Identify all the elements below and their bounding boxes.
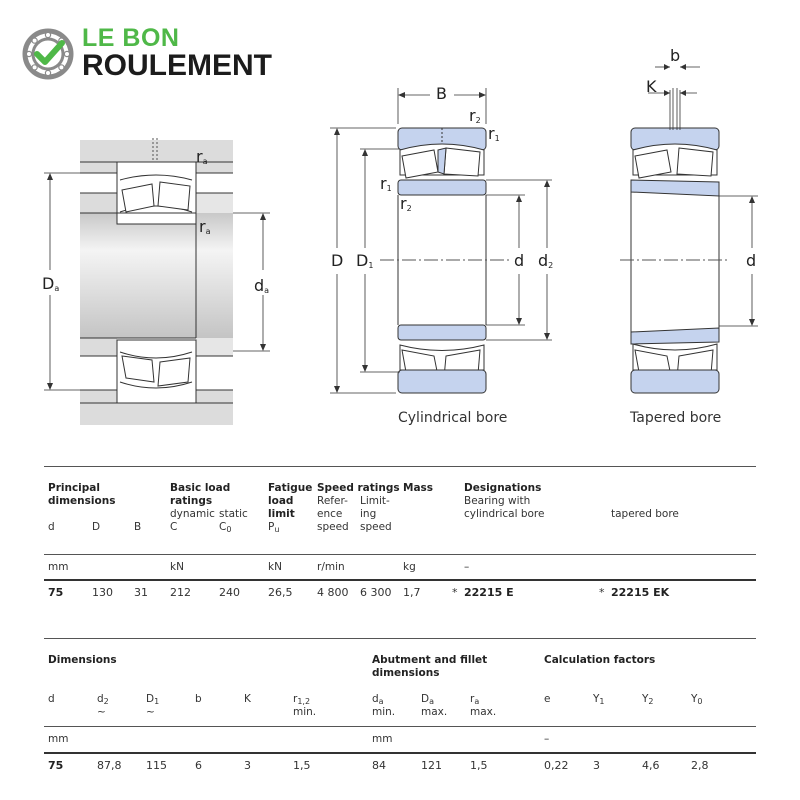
cell-Pu: 26,5 <box>268 586 293 599</box>
label-b: b <box>670 46 681 65</box>
table1-units-rule <box>44 579 756 581</box>
header-tapered-bore: tapered bore <box>611 508 679 520</box>
header2-Da: $D_a$ <box>421 693 434 706</box>
cell2-K: 3 <box>244 759 251 772</box>
caption-cylindrical-bore: Cylindrical bore <box>398 410 508 426</box>
label-r1-top: $r_1$ <box>488 124 500 143</box>
label-r2-side: $r_2$ <box>400 194 412 213</box>
header-ratings: ratings <box>170 495 213 507</box>
header-reference-1: Refer- <box>317 495 348 507</box>
cell-star-cyl: * <box>452 586 458 599</box>
cell2-d: 75 <box>48 759 64 772</box>
cell-cyl-designation[interactable]: 22215 E <box>464 586 514 599</box>
header2-Da-max: max. <box>421 706 448 718</box>
cylindrical-bore-drawing <box>320 80 570 400</box>
cell-ref-speed: 4 800 <box>317 586 349 599</box>
cell-C0: 240 <box>219 586 240 599</box>
table2-units-rule <box>44 752 756 754</box>
unit-mm: mm <box>48 561 69 573</box>
label-ra-top: $r_a$ <box>196 147 208 166</box>
label-da: $d_a$ <box>254 276 270 295</box>
cell2-e: 0,22 <box>544 759 569 772</box>
header-dimensions: dimensions <box>48 495 116 507</box>
logo-text-le-bon: LE BON <box>82 24 180 52</box>
label-d: d <box>514 251 525 270</box>
header2-d2: $d_2$ <box>97 693 109 706</box>
header-C0: $C_0$ <box>219 521 232 534</box>
cell2-Da: 121 <box>421 759 442 772</box>
cell-mass: 1,7 <box>403 586 421 599</box>
caption-tapered-bore: Tapered bore <box>630 410 722 426</box>
header2-r12: $r_{1,2}$ <box>293 693 311 706</box>
header2-Y0: $Y_0$ <box>691 693 703 706</box>
header2-r12-min: min. <box>293 706 317 718</box>
label-K: K <box>646 77 657 96</box>
cell2-Y2: 4,6 <box>642 759 660 772</box>
header-basic-load: Basic load <box>170 482 231 494</box>
header-abutment: Abutment and fillet <box>372 654 488 666</box>
cell2-da: 84 <box>372 759 386 772</box>
header2-ra: $r_a$ <box>470 693 480 706</box>
cell-B: 31 <box>134 586 148 599</box>
cell2-Y0: 2,8 <box>691 759 709 772</box>
brand-logo <box>22 24 302 84</box>
cell-d: 75 <box>48 586 64 599</box>
logo-text-roulement: ROULEMENT <box>82 49 272 82</box>
header-dimensions2: Dimensions <box>48 654 117 666</box>
bearing-check-icon <box>22 28 74 80</box>
label-ra-mid: $r_a$ <box>199 217 211 236</box>
header-designations: Designations <box>464 482 542 494</box>
header-D: D <box>92 521 101 533</box>
header2-d2-tilde: ~ <box>97 706 106 718</box>
unit-kg: kg <box>403 561 416 573</box>
header-limit: limit <box>268 508 295 520</box>
header2-da-min: min. <box>372 706 396 718</box>
cell2-ra: 1,5 <box>470 759 488 772</box>
table2-header-rule <box>44 726 756 727</box>
header-B: B <box>134 521 142 533</box>
cell2-d2: 87,8 <box>97 759 122 772</box>
cell-D: 130 <box>92 586 113 599</box>
header-static: static <box>219 508 248 520</box>
header-speed-ratings: Speed ratings <box>317 482 400 494</box>
header2-ra-max: max. <box>470 706 497 718</box>
header2-Y2: $Y_2$ <box>642 693 654 706</box>
header2-d: d <box>48 693 55 705</box>
unit2-mm-dims: mm <box>48 733 69 745</box>
unit-dash: – <box>464 561 470 573</box>
header-calc-factors: Calculation factors <box>544 654 656 666</box>
header2-K: K <box>244 693 251 705</box>
cell2-r12: 1,5 <box>293 759 311 772</box>
table1-header-rule <box>44 554 756 555</box>
header-C: C <box>170 521 178 533</box>
header2-D1-tilde: ~ <box>146 706 155 718</box>
unit2-dash: – <box>544 733 550 745</box>
mounting-drawing <box>30 120 290 430</box>
unit-rmin: r/min <box>317 561 345 573</box>
header2-da: $d_a$ <box>372 693 384 706</box>
label-r2-top: $r_2$ <box>469 106 481 125</box>
label-D: D <box>331 251 344 270</box>
cell-tap-designation[interactable]: 22215 EK <box>611 586 670 599</box>
label-r1-side: $r_1$ <box>380 174 392 193</box>
cell2-D1: 115 <box>146 759 167 772</box>
cell2-b: 6 <box>195 759 202 772</box>
cell-lim-speed: 6 300 <box>360 586 392 599</box>
header-cylindrical-bore: cylindrical bore <box>464 508 545 520</box>
header-bearing-with: Bearing with <box>464 495 531 507</box>
label-D1: $D_1$ <box>356 251 374 270</box>
cell-C: 212 <box>170 586 191 599</box>
label-B: B <box>436 84 447 103</box>
header-principal: Principal <box>48 482 100 494</box>
header2-b: b <box>195 693 202 705</box>
cell2-Y1: 3 <box>593 759 600 772</box>
label-d-tapered: d <box>746 251 757 270</box>
header-mass: Mass <box>403 482 434 494</box>
label-Da: $D_a$ <box>42 274 60 293</box>
header2-Y1: $Y_1$ <box>593 693 605 706</box>
table1-top-rule <box>44 466 756 467</box>
unit-kN-load: kN <box>170 561 184 573</box>
header2-e: e <box>544 693 551 705</box>
header2-D1: $D_1$ <box>146 693 160 706</box>
cell-star-tap: * <box>599 586 605 599</box>
table2-top-rule <box>44 638 756 639</box>
header-d: d <box>48 521 55 533</box>
unit2-mm-abutment: mm <box>372 733 393 745</box>
header-load: load <box>268 495 294 507</box>
header-reference-3: speed <box>317 521 349 533</box>
unit-kN-fatigue: kN <box>268 561 282 573</box>
header-fatigue: Fatigue <box>268 482 313 494</box>
header-Pu: $P_u$ <box>268 521 280 534</box>
tapered-bore-drawing <box>600 40 780 400</box>
header-reference-2: ence <box>317 508 343 520</box>
header-limiting-3: speed <box>360 521 392 533</box>
header-limiting-2: ing <box>360 508 377 520</box>
label-d2: $d_2$ <box>538 251 554 270</box>
header-limiting-1: Limit- <box>360 495 390 507</box>
header-abutment-dims: dimensions <box>372 667 440 679</box>
header-dynamic: dynamic <box>170 508 215 520</box>
